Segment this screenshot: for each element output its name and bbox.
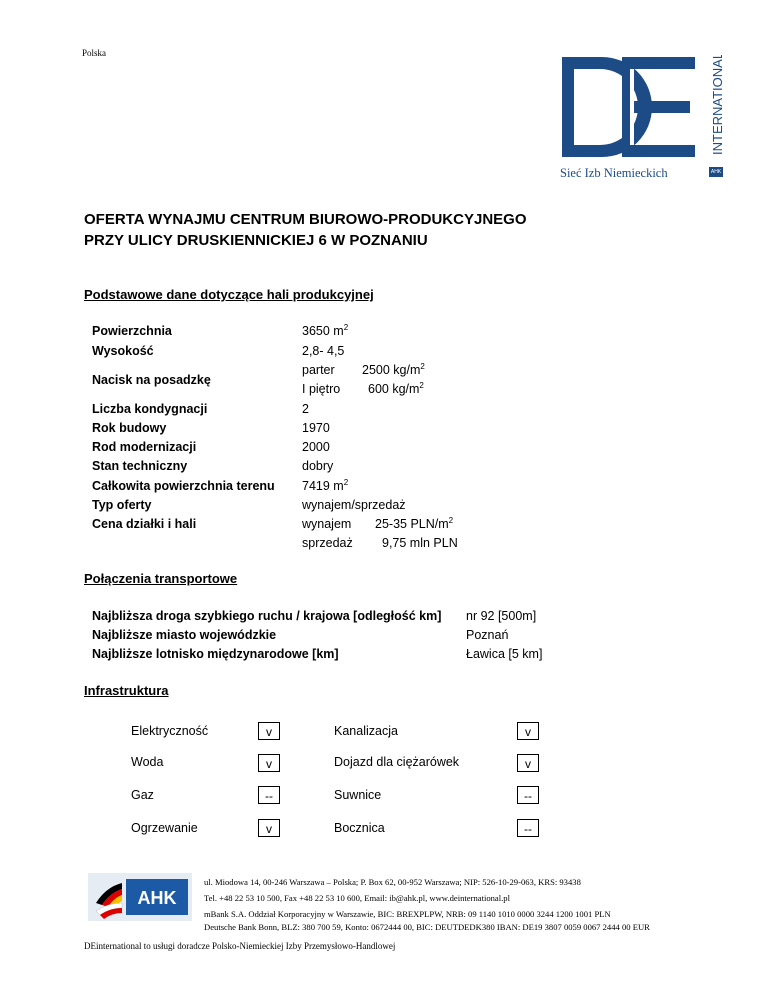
site-area-label: Całkowita powierzchnia terenu	[92, 479, 275, 493]
footer-bank-pl: mBank S.A. Oddział Korporacyjny w Warszawie, BIC: BREXPLPW, NRB: 09 1140 1010 0000 3244 1200 1001 PLN	[204, 909, 611, 919]
infra-label-water: Woda	[131, 755, 164, 769]
ahk-mini-badge: AHK	[710, 169, 722, 175]
built-value: 1970	[302, 421, 330, 435]
condition-value: dobry	[302, 459, 334, 473]
country-label: Polska	[82, 48, 107, 58]
infra-check-truck-access: v	[517, 754, 539, 772]
ahk-logo	[88, 873, 192, 921]
modernization-value: 2000	[302, 440, 330, 454]
title-line-2: PRZY ULICY DRUSKIENNICKIEJ 6 W POZNANIU	[84, 232, 428, 249]
footer-bank-de: Deutsche Bank Bonn, BLZ: 380 700 59, Konto: 0672444 00, BIC: DEUTDEDK380 IBAN: DE19 3807 0059 0067 2444 00 EUR	[204, 922, 650, 932]
site-area-value: 7419 $m^2$	[302, 477, 349, 493]
offer-type-value: wynajem/sprzedaż	[302, 498, 406, 512]
infra-label-electricity: Elektryczność	[131, 724, 209, 738]
city-label: Najbliższe miasto wojewódzkie	[92, 628, 277, 642]
infra-check-cranes: --	[517, 786, 539, 804]
load-first-key: I piętro	[302, 382, 341, 396]
section-heading-transport: Połączenia transportowe	[84, 571, 238, 586]
price-sale-key: sprzedaż	[302, 536, 353, 550]
infra-check-water: v	[258, 754, 280, 772]
floors-label: Liczba kondygnacji	[92, 402, 208, 416]
floors-value: 2	[302, 402, 309, 416]
footer-contact: Tel. +48 22 53 10 500, Fax +48 22 53 10 600, Email: ib@ahk.pl, www.deinternational.pl	[204, 893, 510, 903]
airport-label: Najbliższe lotnisko międzynarodowe [km]	[92, 647, 339, 661]
infra-check-electricity: v	[258, 722, 280, 740]
price-rent-key: wynajem	[302, 517, 352, 531]
infra-label-truck-access: Dojazd dla ciężarówek	[334, 755, 460, 769]
logo-vertical-text: INTERNATIONAL	[710, 55, 725, 155]
airport-value: Ławica [5 km]	[466, 647, 543, 661]
offer-type-label: Typ oferty	[92, 498, 152, 512]
price-sale-value: 9,75 mln PLN	[382, 536, 458, 550]
infra-label-siding: Bocznica	[334, 821, 385, 835]
price-rent-value: 25-35 PLN/$m^2$	[375, 515, 454, 531]
infra-check-heating: v	[258, 819, 280, 837]
logo-tagline: Sieć Izb Niemieckich	[560, 166, 668, 180]
road-value: nr 92 [500m]	[466, 609, 537, 623]
infra-check-gas: --	[258, 786, 280, 804]
infra-label-cranes: Suwnice	[334, 788, 382, 802]
height-label: Wysokość	[92, 344, 154, 358]
infra-label-sewage: Kanalizacja	[334, 724, 398, 738]
title-line-1: OFERTA WYNAJMU CENTRUM BIUROWO-PRODUKCYJNEGO	[84, 211, 527, 228]
road-label: Najbliższa droga szybkiego ruchu / krajowa [odległość km]	[92, 609, 442, 623]
height-value: 2,8- 4,5	[302, 344, 345, 358]
load-ground-key: parter	[302, 363, 335, 377]
area-value: 3650 $m^2$	[302, 322, 349, 338]
load-first-value: 600 $kg/m^2$	[368, 380, 424, 396]
modernization-label: Rod modernizacji	[92, 440, 197, 454]
infra-label-heating: Ogrzewanie	[131, 821, 198, 835]
section-heading-hall: Podstawowe dane dotyczące hali produkcyjnej	[84, 287, 374, 302]
ahk-logo-text: AHK	[137, 888, 177, 908]
load-ground-value: 2500 $kg/m^2$	[362, 361, 425, 377]
section-heading-infrastructure: Infrastruktura	[84, 683, 169, 698]
footer-address: ul. Miodowa 14, 00-246 Warszawa – Polska; P. Box 62, 00-952 Warszawa; NIP: 526-10-29-063, KRS: 93438	[204, 877, 581, 887]
price-label: Cena działki i hali	[92, 517, 197, 531]
page-title	[84, 209, 527, 251]
condition-label: Stan techniczny	[92, 459, 188, 473]
infra-label-gas: Gaz	[131, 788, 154, 802]
infra-check-siding: --	[517, 819, 539, 837]
infra-check-sewage: v	[517, 722, 539, 740]
footer-note: DEinternational to usługi doradcze Polsko-Niemieckiej Izby Przemysłowo-Handlowej	[84, 941, 396, 951]
city-value: Poznań	[466, 628, 509, 642]
built-label: Rok budowy	[92, 421, 167, 435]
load-label: Nacisk na posadzkę	[92, 373, 211, 387]
area-label: Powierzchnia	[92, 324, 172, 338]
